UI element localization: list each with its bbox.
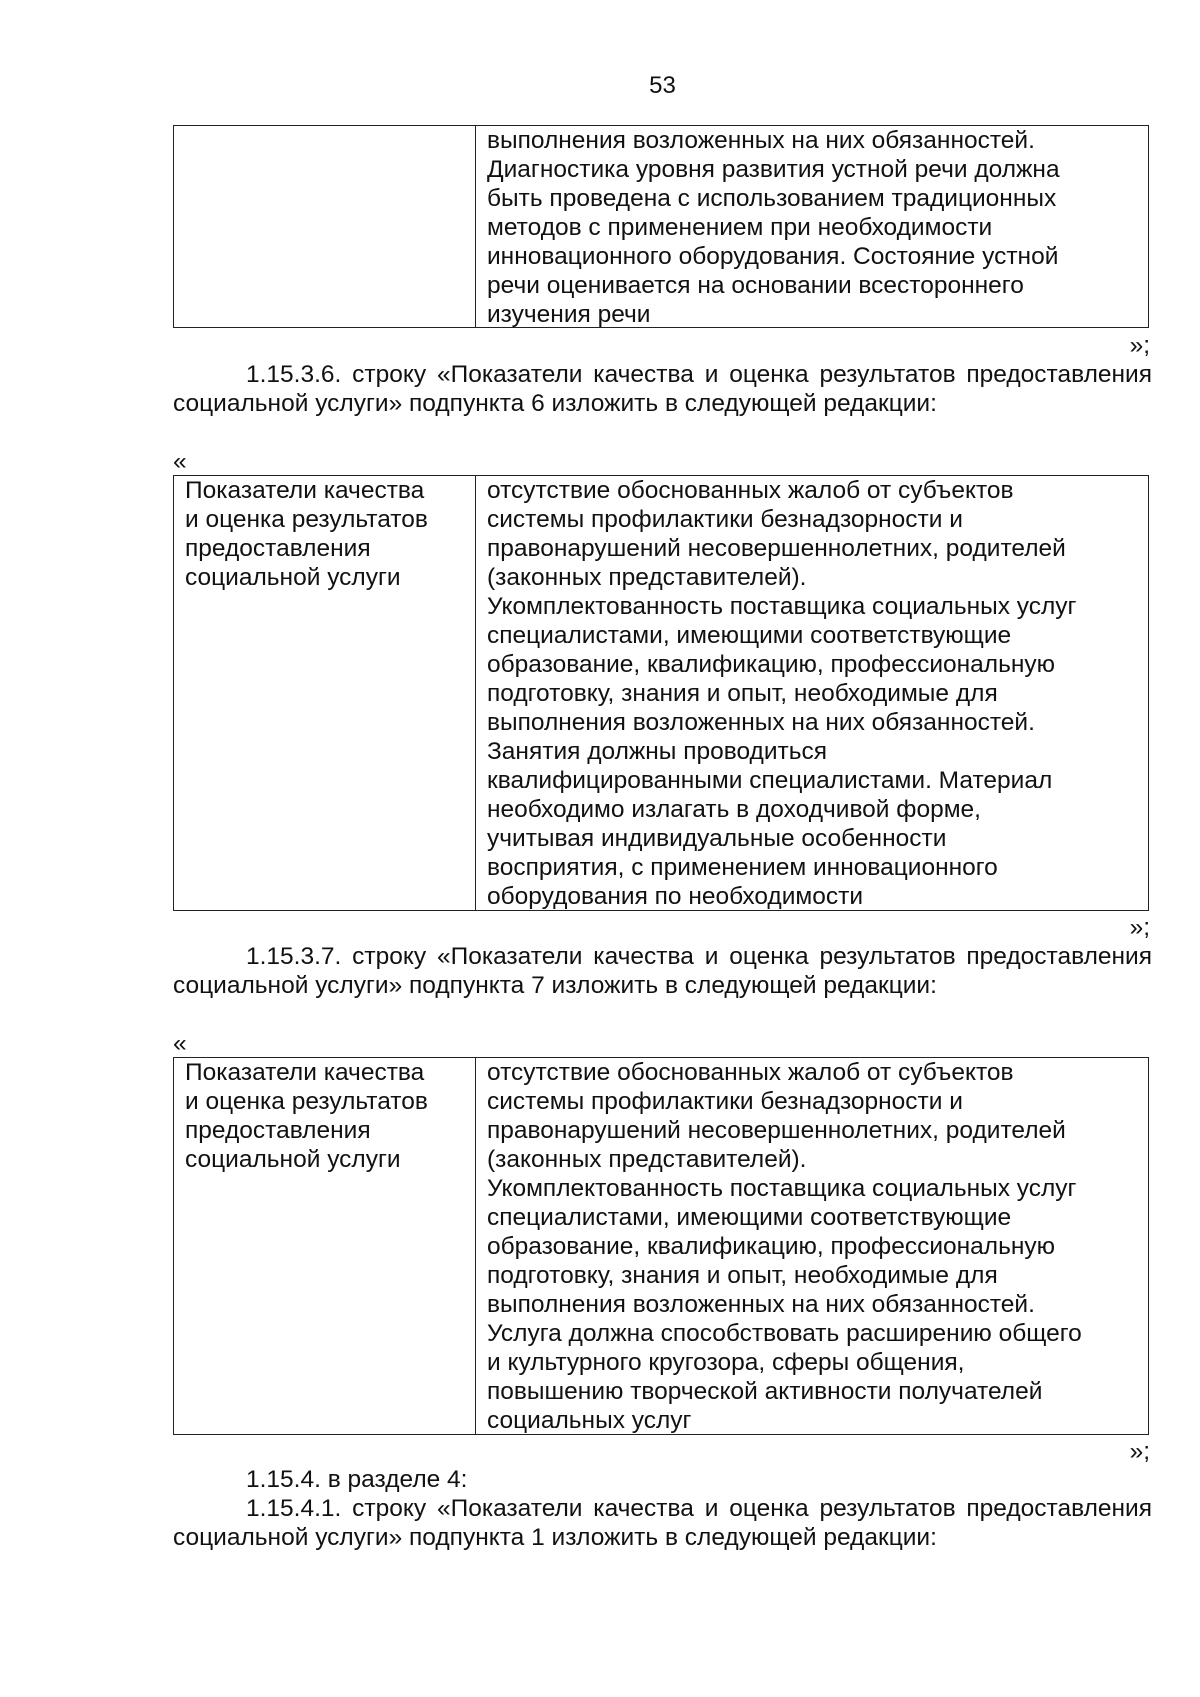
opening-quote: « xyxy=(173,1030,187,1057)
table-cell-content: отсутствие обоснованных жалоб от субъектов системы профилактики безнадзорности и правонарушений несовершеннолетних, родителей (законных представителей). Укомплектованность поставщика социальных услуг специалистами, имеющими соответствующие образование, квалификацию, профессиональную подготовку, знания и опыт, необходимые для выполнения возложенных на них обязанностей. Занятия должны проводиться квалифицированными специалистами. Материал необходимо излагать в доходчивой форме, учитывая индивидуальные особенности восприятия, с применением инновационного оборудования по необходимости xyxy=(487,477,1077,910)
paragraph-1-15-4: 1.15.4. в разделе 4: xyxy=(246,1466,468,1493)
opening-quote: « xyxy=(173,448,187,475)
table-cell-label: Показатели качества и оценка результатов предоставления социальной услуги xyxy=(174,1058,476,1434)
paragraph-1-15-4-1: 1.15.4.1. строку «Показатели качества и оценка результатов предоставления социальной услуги» подпункта 1 изложить в следующей редакции: xyxy=(173,1495,1152,1551)
table-cell-label: Показатели качества и оценка результатов предоставления социальной услуги xyxy=(174,476,476,910)
page-number: 53 xyxy=(649,72,676,99)
closing-quote: »; xyxy=(1129,332,1150,359)
table-cell-content: отсутствие обоснованных жалоб от субъектов системы профилактики безнадзорности и правонарушений несовершеннолетних, родителей (законных представителей). Укомплектованность поставщика социальных услуг специалистами, имеющими соответствующие образование, квалификацию, профессиональную подготовку, знания и опыт, необходимые для выполнения возложенных на них обязанностей. Услуга должна способствовать расширению общего и культурного кругозора, сферы общения, повышению творческой активности получателей социальных услуг xyxy=(487,1059,1082,1434)
closing-quote: »; xyxy=(1129,914,1150,941)
closing-quote: »; xyxy=(1129,1438,1150,1465)
paragraph-1-15-3-6: 1.15.3.6. строку «Показатели качества и оценка результатов предоставления социальной услуги» подпункта 6 изложить в следующей редакции: xyxy=(173,361,1152,417)
table-continuation xyxy=(173,125,1149,328)
table-cell-label xyxy=(174,126,476,327)
table-cell-content: выполнения возложенных на них обязанностей. Диагностика уровня развития устной речи должна быть проведена с использованием традиционных методов с применением при необходимости инновационного оборудования. Состояние устной речи оценивается на основании всестороннего изучения речи xyxy=(487,127,1060,328)
paragraph-1-15-3-7: 1.15.3.7. строку «Показатели качества и оценка результатов предоставления социальной услуги» подпункта 7 изложить в следующей редакции: xyxy=(173,943,1152,999)
table-quality-indicators-7 xyxy=(173,1057,1149,1435)
table-quality-indicators-6 xyxy=(173,475,1149,911)
